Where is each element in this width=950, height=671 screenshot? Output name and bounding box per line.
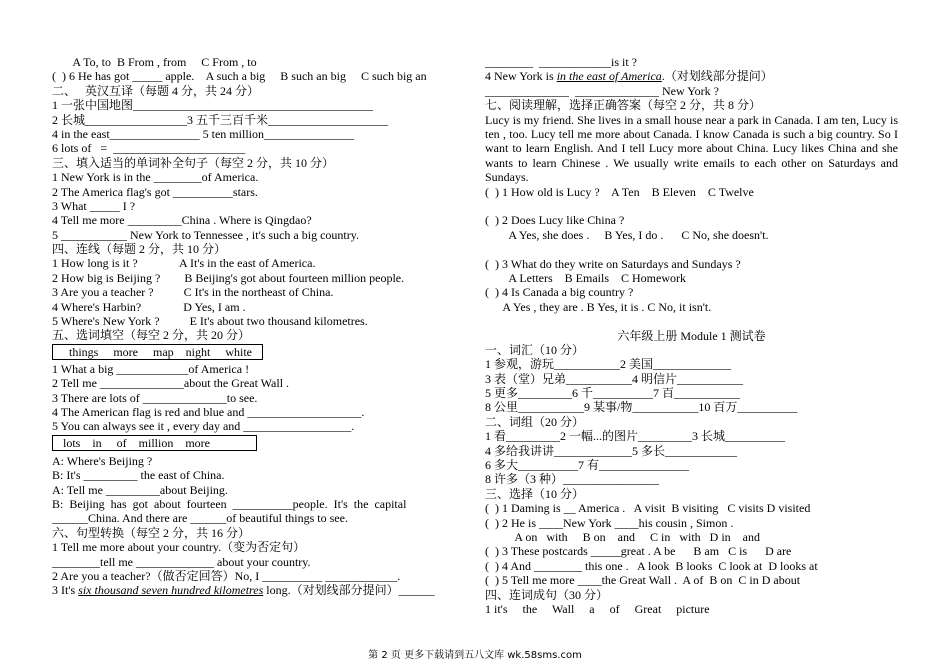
- vocab-item: 8 公里___________9 某事/物___________10 百万__________: [485, 400, 798, 415]
- reading-question: ( ) 2 Does Lucy like China ?: [485, 213, 625, 228]
- section-heading: 三、填入适当的单词补全句子（每空 2 分，共 10 分）: [52, 155, 335, 170]
- translation-item: 1 一张中国地图________________________________________: [52, 98, 374, 113]
- phrase-item: 6 多大__________7 有_______________: [485, 458, 690, 473]
- fill-item: 1 What a big ____________of America !: [52, 361, 250, 376]
- question-line: ( ) 6 He has got _____ apple. A such a big B such an big C such big an: [52, 69, 427, 84]
- fill-item: 3 What _____ I ?: [52, 198, 136, 213]
- reading-question: ( ) 3 What do they write on Saturdays and Sundays ?: [485, 256, 741, 271]
- fill-item: 2 Tell me ______________about the Great Wall .: [52, 376, 290, 391]
- fill-item: 3 There are lots of ______________to see.: [52, 390, 258, 405]
- translation-item: 4 in the east_______________ 5 ten million_______________: [52, 126, 354, 141]
- match-item: 5 Where's New York ? E It's about two thousand kilometres.: [52, 314, 368, 329]
- phrase-item: 4 多给我讲讲_____________5 多长____________: [485, 443, 738, 458]
- vocab-item: 1 参观，游玩___________2 美国_____________: [485, 357, 732, 372]
- underlined-phrase: six thousand seven hundred kilometres: [78, 583, 264, 598]
- vocab-item: 5 更多_________6 千__________7 百___________: [485, 386, 741, 401]
- transform-item: 3 It's six thousand seven hundred kilometres long.（对划线部分提问）______: [52, 583, 435, 598]
- phrase-item: 1 看_________2 一幅...的图片_________3 长城__________: [485, 429, 786, 444]
- word-box: lots in of million more: [52, 435, 257, 451]
- section-heading: 二、词组（20 分）: [485, 414, 585, 429]
- test-title: 六年级上册 Module 1 测试卷: [617, 328, 766, 343]
- choice-item: ( ) 4 And ________ this one . A look B looks C look at D looks at: [485, 558, 818, 573]
- transform-item: 2 Are you a teacher?（做否定回答）No, I __________ ____________.: [52, 568, 401, 583]
- section-heading: 四、连线（每题 2 分，共 10 分）: [52, 242, 227, 257]
- dialogue-line: A: Tell me _________about Beijing.: [52, 482, 228, 497]
- fill-item: 4 The American flag is red and blue and ___________________.: [52, 404, 365, 419]
- reading-question: ( ) 1 How old is Lucy ? A Ten B Eleven C Twelve: [485, 184, 754, 199]
- section-heading: 七、阅读理解，选择正确答案（每空 2 分，共 8 分）: [485, 98, 762, 113]
- choice-item: ( ) 1 Daming is __ America . A visit B visiting C visits D visited: [485, 501, 811, 516]
- reading-options: A Yes, she does . B Yes, I do . C No, she doesn't.: [485, 227, 769, 242]
- fill-item: 1 New York is in the ________of America.: [52, 170, 259, 185]
- dialogue-line: B: It's _________ the east of China.: [52, 468, 225, 483]
- choice-item: ( ) 2 He is ____New York ____his cousin , Simon .: [485, 515, 734, 530]
- section-heading: 四、连词成句（30 分）: [485, 587, 609, 602]
- match-item: 1 How long is it ? A It's in the east of America.: [52, 256, 316, 271]
- choice-item: ( ) 5 Tell me more ____the Great Wall . A of B on C in D about: [485, 573, 801, 588]
- section-heading: 一、词汇（10 分）: [485, 342, 585, 357]
- section-heading: 三、选择（10 分）: [485, 486, 585, 501]
- word-order-item: 1 it's the Wall a of Great picture: [485, 601, 710, 616]
- choice-options: A on with B on and C in with D in and: [485, 529, 761, 544]
- transform-answer: ________ ____________is it ?: [485, 55, 637, 69]
- match-item: 3 Are you a teacher ? C It's in the northeast of China.: [52, 285, 334, 300]
- match-item: 2 How big is Beijing ? B Beijing's got about fourteen million people.: [52, 270, 405, 285]
- transform-answer: ________tell me _____________ about your country.: [52, 554, 311, 569]
- fill-item: 2 The America flag's got __________stars.: [52, 184, 258, 199]
- transform-answer: ______________ ______________ New York ?: [485, 83, 719, 98]
- phrase-item: 8 许多（3 种）________________: [485, 472, 660, 487]
- transform-item: 1 Tell me more about your country.（变为否定句）: [52, 540, 306, 555]
- section-heading: 五、选词填空（每空 2 分，共 20 分）: [52, 328, 251, 343]
- section-heading: 二、 英汉互译（每题 4 分，共 24 分）: [52, 83, 260, 98]
- fill-item: 5 ___________ New York to Tennessee , it's such a big country.: [52, 227, 359, 242]
- section-heading: 六、句型转换（每空 2 分，共 16 分）: [52, 525, 251, 540]
- vocab-item: 3 表（堂）兄弟___________4 明信片___________: [485, 371, 744, 386]
- reading-options: A Yes , they are . B Yes, it is . C No, it isn't.: [485, 299, 712, 314]
- reading-question: ( ) 4 Is Canada a big country ?: [485, 285, 634, 300]
- reading-options: A Letters B Emails C Homework: [485, 270, 686, 285]
- dialogue-line: A: Where's Beijing ?: [52, 453, 153, 468]
- left-column: [52, 55, 462, 598]
- fill-item: 4 Tell me more _________China . Where is Qingdao?: [52, 213, 312, 228]
- page-footer: 第 2 页 更多下载请到五八文库 wk.58sms.com: [368, 650, 582, 661]
- underlined-phrase: in the east of America: [556, 69, 662, 84]
- choice-item: ( ) 3 These postcards _____great . A be B am C is D are: [485, 544, 792, 559]
- fill-item: 5 You can always see it , every day and __________________.: [52, 419, 355, 434]
- right-column: [485, 55, 898, 616]
- match-item: 4 Where's Harbin? D Yes, I am .: [52, 299, 246, 314]
- dialogue-line: ______China. And there are ______of beautiful things to see.: [52, 511, 348, 526]
- dialogue-line: B: Beijing has got about fourteen __________people. It's the capital: [52, 496, 407, 511]
- reading-passage: Lucy is my friend. She lives in a small house near a park in Canada. I am ten, Lucy is ten , too. Lucy tell me more about Canada. I know Canada is such a big country. So I want to learn English. And I tell Lucy more about China. Lucy likes China and she wants to learn Chinese . We usually write emails to each other on Saturdays and Sundays.: [485, 112, 898, 185]
- translation-item: 2 长城_________________3 五千三百千米____________________: [52, 112, 389, 127]
- word-box: things more map night white: [52, 344, 263, 360]
- transform-item: 4 New York is in the east of America.（对划线部分提问）: [485, 69, 773, 84]
- translation-item: 6 lots of = ______________________: [52, 141, 246, 156]
- options-line: A To, to B From , from C From , to: [52, 55, 257, 69]
